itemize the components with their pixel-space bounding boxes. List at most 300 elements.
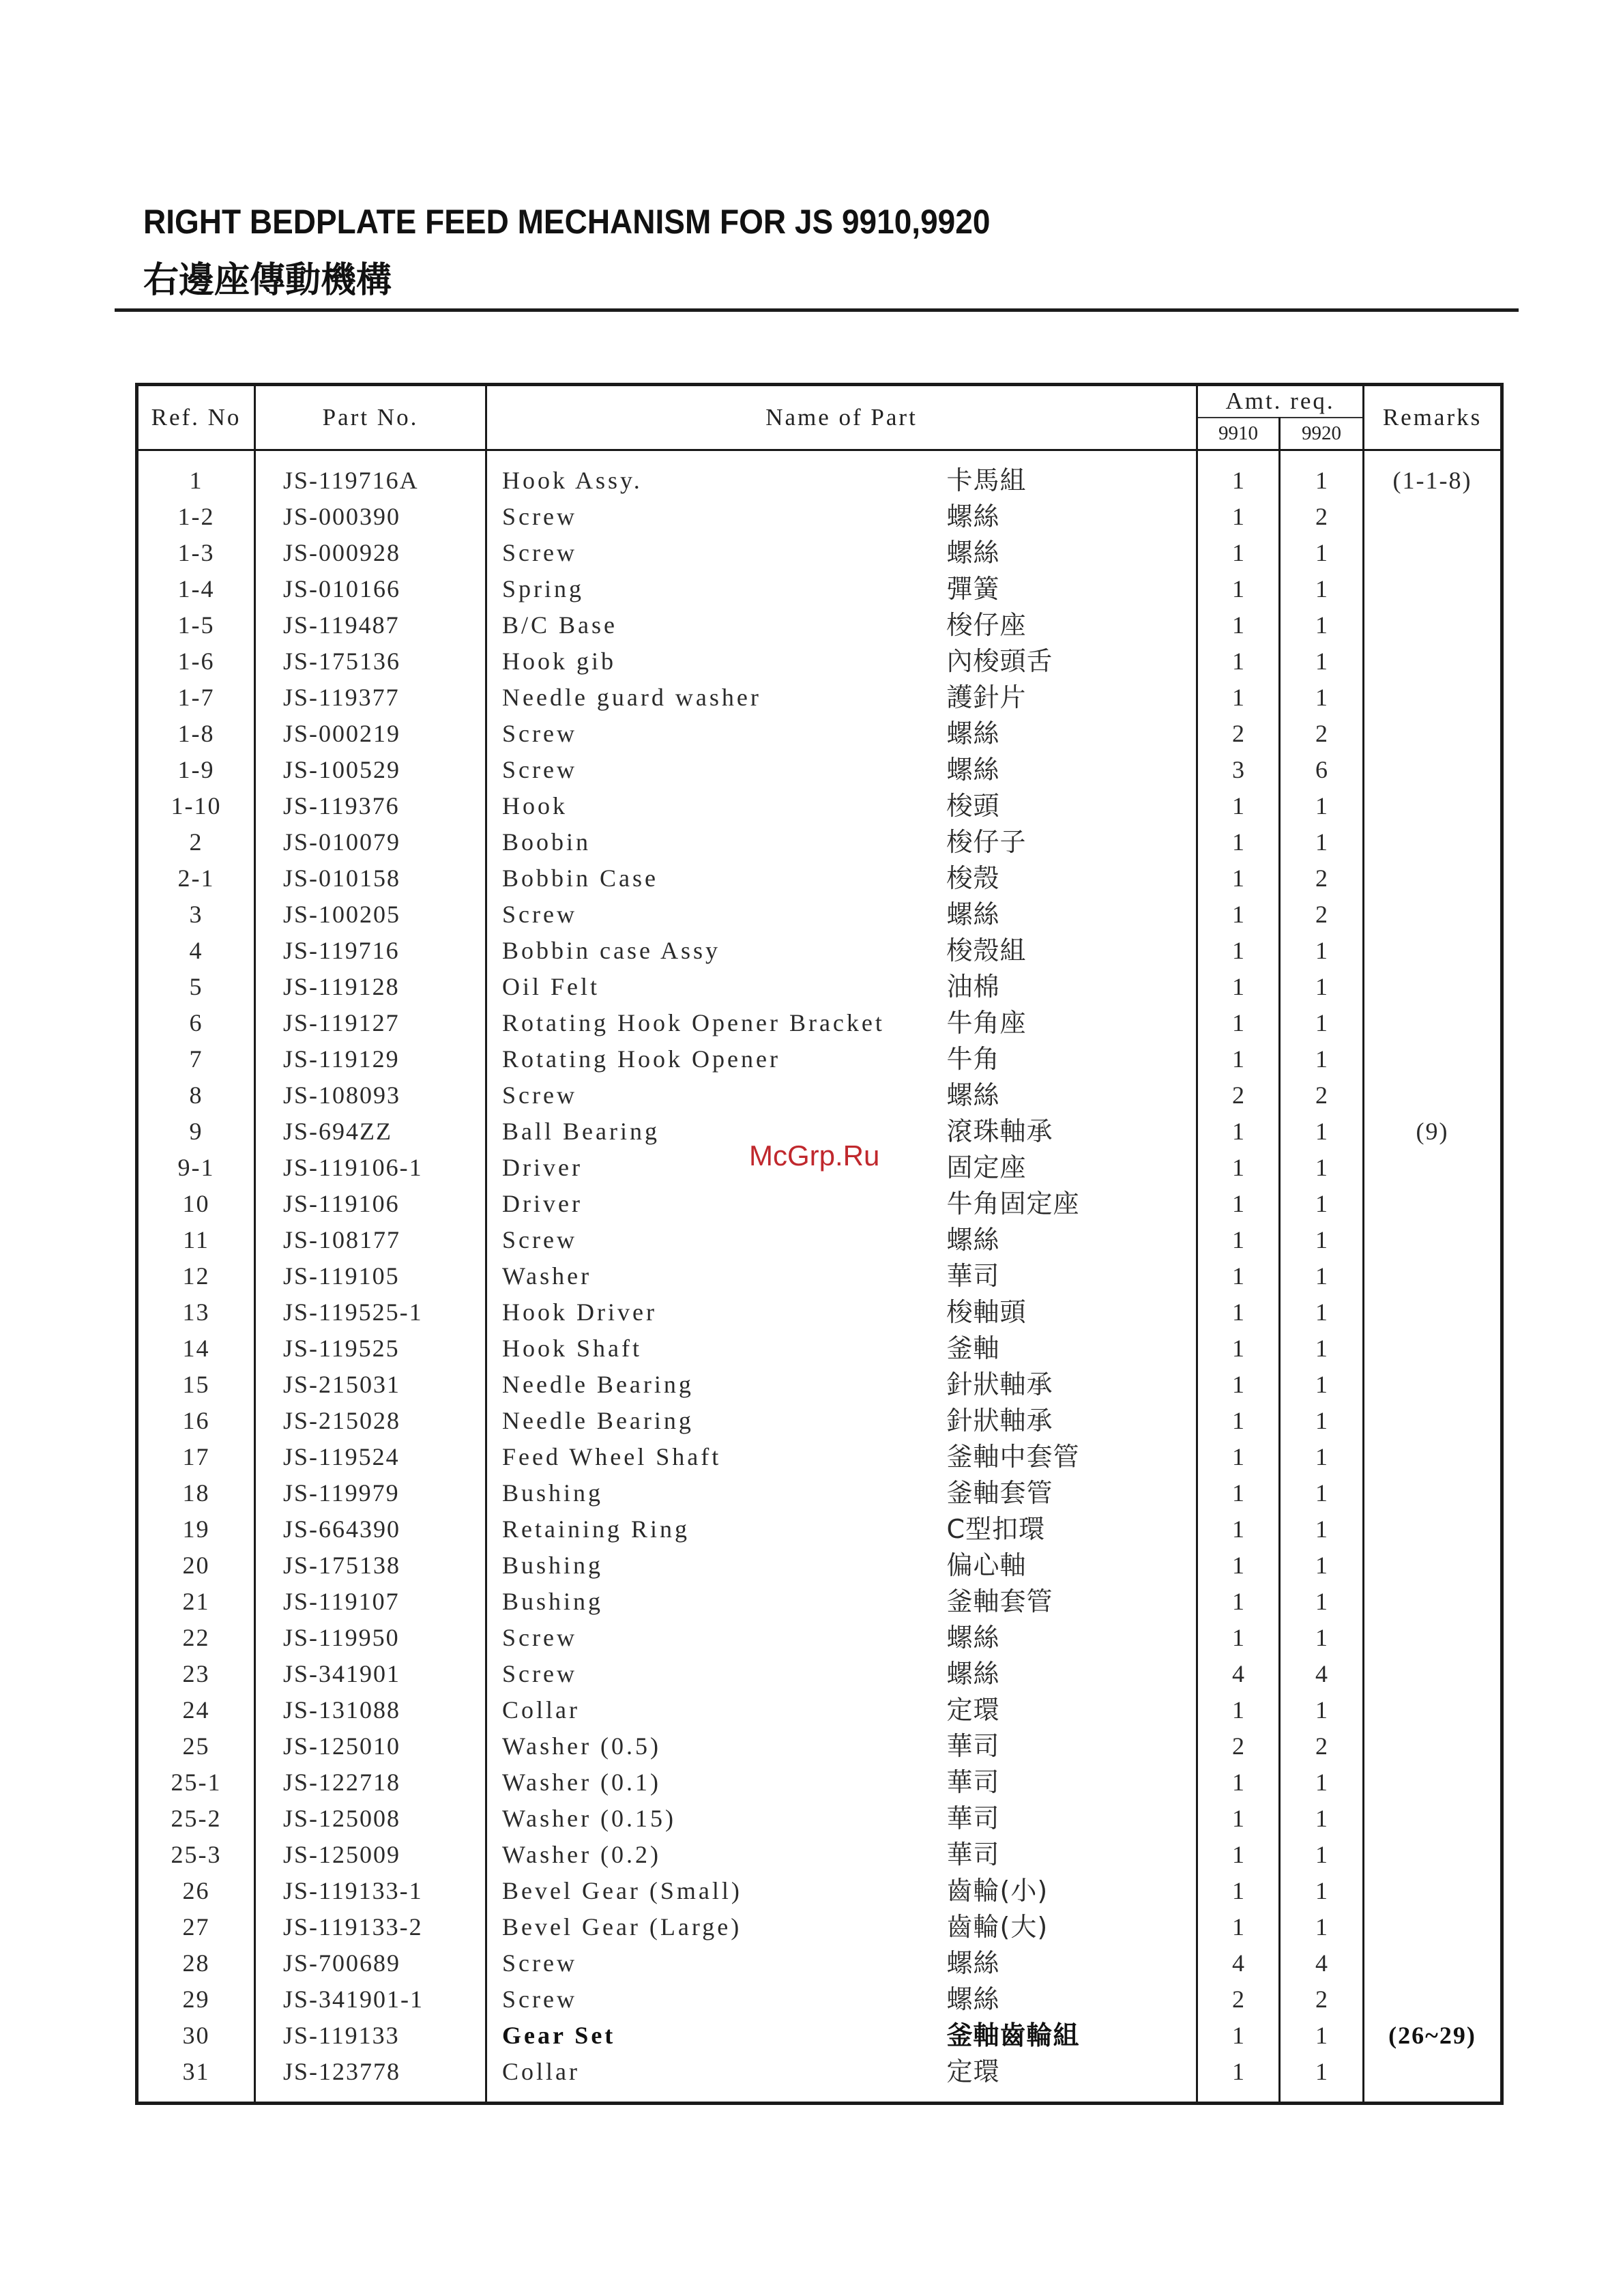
qty-9910-cell: 1: [1197, 1837, 1280, 1873]
ref-no-cell: 2-1: [137, 860, 255, 897]
qty-9910-cell: 1: [1197, 788, 1280, 824]
qty-9910-cell: 1: [1197, 1584, 1280, 1620]
part-name-cell: Bevel Gear (Small): [486, 1873, 947, 1909]
part-no-cell: JS-000219: [255, 716, 486, 752]
qty-9920-cell: 1: [1280, 1439, 1364, 1475]
part-no-cell: JS-119128: [255, 969, 486, 1005]
part-no-cell: JS-119525: [255, 1331, 486, 1367]
part-name-cell: Screw: [486, 1077, 947, 1114]
qty-9920-cell: 2: [1280, 897, 1364, 933]
part-name-chinese-cell: 定環: [947, 2054, 1197, 2090]
part-name-cell: Hook: [486, 788, 947, 824]
qty-9920-cell: 1: [1280, 1114, 1364, 1150]
ref-no-cell: 11: [137, 1222, 255, 1258]
qty-9920-cell: 1: [1280, 680, 1364, 716]
qty-9920-cell: 4: [1280, 1945, 1364, 1981]
qty-9920-cell: 1: [1280, 607, 1364, 643]
header-part-no: Part No.: [255, 385, 486, 450]
table-row: [137, 969, 1502, 1005]
qty-9920-cell: 2: [1280, 1077, 1364, 1114]
part-name-chinese-cell: 梭頭: [947, 788, 1197, 824]
qty-9910-cell: 1: [1197, 1620, 1280, 1656]
qty-9920-cell: 1: [1280, 1547, 1364, 1584]
remarks-cell: (1-1-8): [1364, 463, 1502, 499]
table-row: [137, 1801, 1502, 1837]
page-subtitle-chinese: 右邊座傳動機構: [143, 260, 392, 301]
qty-9920-cell: 1: [1280, 1367, 1364, 1403]
part-name-cell: Screw: [486, 535, 947, 571]
part-name-cell: Rotating Hook Opener Bracket: [486, 1005, 947, 1041]
part-no-cell: JS-119487: [255, 607, 486, 643]
part-name-chinese-cell: 華司: [947, 1728, 1197, 1764]
part-no-cell: JS-108177: [255, 1222, 486, 1258]
part-no-cell: JS-694ZZ: [255, 1114, 486, 1150]
remarks-cell: [1364, 1150, 1502, 1186]
part-name-cell: Spring: [486, 571, 947, 607]
ref-no-cell: 29: [137, 1981, 255, 2018]
part-name-chinese-cell: 釜軸: [947, 1331, 1197, 1367]
qty-9920-cell: 1: [1280, 1873, 1364, 1909]
qty-9910-cell: 1: [1197, 1150, 1280, 1186]
part-name-chinese-cell: 釜軸中套管: [947, 1439, 1197, 1475]
table-row: [137, 1764, 1502, 1801]
ref-no-cell: 1-6: [137, 643, 255, 680]
qty-9910-cell: 1: [1197, 1403, 1280, 1439]
ref-no-cell: 3: [137, 897, 255, 933]
qty-9910-cell: 1: [1197, 1258, 1280, 1294]
page-title: RIGHT BEDPLATE FEED MECHANISM FOR JS 9910,9920: [143, 203, 991, 241]
ref-no-cell: 2: [137, 824, 255, 860]
remarks-cell: [1364, 824, 1502, 860]
part-name-cell: Screw: [486, 1656, 947, 1692]
qty-9920-cell: 1: [1280, 1909, 1364, 1945]
qty-9910-cell: 1: [1197, 933, 1280, 969]
qty-9910-cell: 1: [1197, 1186, 1280, 1222]
remarks-cell: [1364, 1656, 1502, 1692]
qty-9910-cell: 1: [1197, 1692, 1280, 1728]
part-no-cell: JS-700689: [255, 1945, 486, 1981]
part-name-chinese-cell: 螺絲: [947, 716, 1197, 752]
remarks-cell: [1364, 1981, 1502, 2018]
part-name-chinese-cell: 螺絲: [947, 1620, 1197, 1656]
part-name-chinese-cell: 卡馬組: [947, 463, 1197, 499]
part-name-chinese-cell: 針狀軸承: [947, 1403, 1197, 1439]
qty-9920-cell: 1: [1280, 1331, 1364, 1367]
part-name-chinese-cell: 定環: [947, 1692, 1197, 1728]
part-no-cell: JS-215028: [255, 1403, 486, 1439]
ref-no-cell: 18: [137, 1475, 255, 1511]
table-row: [137, 1511, 1502, 1547]
qty-9910-cell: 2: [1197, 1077, 1280, 1114]
ref-no-cell: 20: [137, 1547, 255, 1584]
remarks-cell: [1364, 1367, 1502, 1403]
part-name-cell: Screw: [486, 716, 947, 752]
ref-no-cell: 1-8: [137, 716, 255, 752]
table-row: [137, 680, 1502, 716]
qty-9920-cell: 1: [1280, 535, 1364, 571]
qty-9920-cell: 1: [1280, 643, 1364, 680]
header-amount-required: Amt. req.: [1197, 385, 1364, 418]
part-name-cell: Screw: [486, 752, 947, 788]
qty-9910-cell: 1: [1197, 1005, 1280, 1041]
remarks-cell: [1364, 897, 1502, 933]
ref-no-cell: 13: [137, 1294, 255, 1331]
part-no-cell: JS-119377: [255, 680, 486, 716]
remarks-cell: [1364, 716, 1502, 752]
remarks-cell: [1364, 1439, 1502, 1475]
qty-9910-cell: 1: [1197, 1222, 1280, 1258]
part-no-cell: JS-010158: [255, 860, 486, 897]
table-row: [137, 1547, 1502, 1584]
part-no-cell: JS-100529: [255, 752, 486, 788]
remarks-cell: [1364, 860, 1502, 897]
remarks-cell: [1364, 1041, 1502, 1077]
ref-no-cell: 1-3: [137, 535, 255, 571]
ref-no-cell: 16: [137, 1403, 255, 1439]
table-row: [137, 1294, 1502, 1331]
part-name-chinese-cell: 螺絲: [947, 897, 1197, 933]
part-name-cell: Feed Wheel Shaft: [486, 1439, 947, 1475]
ref-no-cell: 24: [137, 1692, 255, 1728]
part-name-chinese-cell: 螺絲: [947, 1222, 1197, 1258]
header-name-of-part: Name of Part: [486, 385, 1197, 450]
part-no-cell: JS-119376: [255, 788, 486, 824]
qty-9910-cell: 1: [1197, 1801, 1280, 1837]
remarks-cell: [1364, 680, 1502, 716]
table-spacer-row: [137, 450, 1502, 463]
part-name-chinese-cell: 梭仔座: [947, 607, 1197, 643]
table-row: [137, 1331, 1502, 1367]
remarks-cell: [1364, 1692, 1502, 1728]
qty-9920-cell: 4: [1280, 1656, 1364, 1692]
table-row: [137, 1258, 1502, 1294]
qty-9910-cell: 2: [1197, 716, 1280, 752]
table-row: [137, 463, 1502, 499]
remarks-cell: [1364, 1005, 1502, 1041]
qty-9920-cell: 1: [1280, 1620, 1364, 1656]
part-no-cell: JS-000928: [255, 535, 486, 571]
table-row: [137, 1909, 1502, 1945]
part-name-chinese-cell: 梭殼: [947, 860, 1197, 897]
part-name-chinese-cell: 釜軸套管: [947, 1475, 1197, 1511]
part-name-chinese-cell: 螺絲: [947, 752, 1197, 788]
part-name-cell: Bushing: [486, 1475, 947, 1511]
part-name-cell: Bobbin Case: [486, 860, 947, 897]
part-no-cell: JS-119524: [255, 1439, 486, 1475]
header-model-9910: 9910: [1197, 418, 1280, 450]
remarks-cell: [1364, 607, 1502, 643]
qty-9910-cell: 2: [1197, 1728, 1280, 1764]
remarks-cell: (26~29): [1364, 2018, 1502, 2054]
qty-9910-cell: 1: [1197, 1367, 1280, 1403]
table-row: [137, 1005, 1502, 1041]
part-name-chinese-cell: 釜軸齒輪組: [947, 2018, 1197, 2054]
part-name-chinese-cell: 華司: [947, 1764, 1197, 1801]
ref-no-cell: 1-7: [137, 680, 255, 716]
part-name-cell: Screw: [486, 1981, 947, 2018]
part-name-cell: Screw: [486, 897, 947, 933]
part-no-cell: JS-175138: [255, 1547, 486, 1584]
ref-no-cell: 10: [137, 1186, 255, 1222]
qty-9920-cell: 1: [1280, 1258, 1364, 1294]
ref-no-cell: 27: [137, 1909, 255, 1945]
part-name-chinese-cell: 螺絲: [947, 499, 1197, 535]
qty-9910-cell: 1: [1197, 643, 1280, 680]
remarks-cell: [1364, 2054, 1502, 2090]
table-row: [137, 716, 1502, 752]
ref-no-cell: 14: [137, 1331, 255, 1367]
qty-9920-cell: 1: [1280, 1403, 1364, 1439]
qty-9920-cell: 1: [1280, 1475, 1364, 1511]
ref-no-cell: 15: [137, 1367, 255, 1403]
part-name-chinese-cell: 牛角固定座: [947, 1186, 1197, 1222]
remarks-cell: [1364, 1222, 1502, 1258]
qty-9910-cell: 1: [1197, 680, 1280, 716]
part-name-cell: B/C Base: [486, 607, 947, 643]
qty-9920-cell: 2: [1280, 716, 1364, 752]
part-name-cell: Ball Bearing: [486, 1114, 947, 1150]
part-no-cell: JS-119106-1: [255, 1150, 486, 1186]
table-row: [137, 1620, 1502, 1656]
part-name-chinese-cell: 螺絲: [947, 535, 1197, 571]
part-name-cell: Gear Set: [486, 2018, 947, 2054]
part-no-cell: JS-125010: [255, 1728, 486, 1764]
table-row: [137, 1656, 1502, 1692]
table-spacer-row: [137, 2090, 1502, 2104]
part-name-cell: Retaining Ring: [486, 1511, 947, 1547]
table-row: [137, 752, 1502, 788]
part-name-chinese-cell: 梭殼組: [947, 933, 1197, 969]
part-no-cell: JS-119525-1: [255, 1294, 486, 1331]
part-no-cell: JS-175136: [255, 643, 486, 680]
part-name-cell: Driver: [486, 1186, 947, 1222]
qty-9910-cell: 1: [1197, 1547, 1280, 1584]
table-body: [137, 450, 1502, 2104]
table-row: [137, 1692, 1502, 1728]
part-name-cell: Needle guard washer: [486, 680, 947, 716]
remarks-cell: [1364, 1945, 1502, 1981]
part-no-cell: JS-125008: [255, 1801, 486, 1837]
part-no-cell: JS-664390: [255, 1511, 486, 1547]
part-name-chinese-cell: 牛角座: [947, 1005, 1197, 1041]
qty-9920-cell: 1: [1280, 1511, 1364, 1547]
part-no-cell: JS-123778: [255, 2054, 486, 2090]
qty-9920-cell: 2: [1280, 860, 1364, 897]
part-name-chinese-cell: 螺絲: [947, 1981, 1197, 2018]
part-name-cell: Hook Assy.: [486, 463, 947, 499]
part-no-cell: JS-119133-2: [255, 1909, 486, 1945]
part-no-cell: JS-119133-1: [255, 1873, 486, 1909]
part-no-cell: JS-341901: [255, 1656, 486, 1692]
qty-9910-cell: 1: [1197, 1439, 1280, 1475]
title-divider: [115, 308, 1519, 312]
part-name-cell: Collar: [486, 2054, 947, 2090]
part-name-cell: Bobbin case Assy: [486, 933, 947, 969]
part-name-chinese-cell: 固定座: [947, 1150, 1197, 1186]
remarks-cell: [1364, 571, 1502, 607]
qty-9910-cell: 1: [1197, 607, 1280, 643]
qty-9910-cell: 1: [1197, 1331, 1280, 1367]
part-no-cell: JS-119133: [255, 2018, 486, 2054]
table-row: [137, 1186, 1502, 1222]
qty-9920-cell: 1: [1280, 1692, 1364, 1728]
part-name-cell: Washer (0.1): [486, 1764, 947, 1801]
table-row: [137, 1403, 1502, 1439]
table-row: [137, 607, 1502, 643]
table-row: [137, 535, 1502, 571]
ref-no-cell: 17: [137, 1439, 255, 1475]
ref-no-cell: 25-3: [137, 1837, 255, 1873]
remarks-cell: [1364, 643, 1502, 680]
ref-no-cell: 1-4: [137, 571, 255, 607]
ref-no-cell: 25-1: [137, 1764, 255, 1801]
qty-9910-cell: 1: [1197, 463, 1280, 499]
qty-9920-cell: 1: [1280, 1294, 1364, 1331]
qty-9920-cell: 2: [1280, 1728, 1364, 1764]
qty-9910-cell: 1: [1197, 1909, 1280, 1945]
qty-9920-cell: 1: [1280, 2018, 1364, 2054]
table-row: [137, 1837, 1502, 1873]
table-row: [137, 1041, 1502, 1077]
qty-9920-cell: 1: [1280, 824, 1364, 860]
table-row: [137, 1584, 1502, 1620]
qty-9920-cell: 1: [1280, 969, 1364, 1005]
part-no-cell: JS-131088: [255, 1692, 486, 1728]
qty-9920-cell: 1: [1280, 1222, 1364, 1258]
qty-9920-cell: 1: [1280, 2054, 1364, 2090]
part-name-cell: Driver: [486, 1150, 947, 1186]
part-name-chinese-cell: C型扣環: [947, 1511, 1197, 1547]
part-no-cell: JS-010166: [255, 571, 486, 607]
part-name-cell: Bushing: [486, 1547, 947, 1584]
table-header: [137, 385, 1502, 450]
table-row: [137, 1945, 1502, 1981]
qty-9920-cell: 1: [1280, 571, 1364, 607]
part-no-cell: JS-000390: [255, 499, 486, 535]
remarks-cell: [1364, 1511, 1502, 1547]
part-name-cell: Hook Shaft: [486, 1331, 947, 1367]
part-name-chinese-cell: 螺絲: [947, 1945, 1197, 1981]
qty-9910-cell: 1: [1197, 1873, 1280, 1909]
part-name-cell: Oil Felt: [486, 969, 947, 1005]
qty-9920-cell: 1: [1280, 1005, 1364, 1041]
part-name-chinese-cell: 護針片: [947, 680, 1197, 716]
ref-no-cell: 7: [137, 1041, 255, 1077]
qty-9920-cell: 1: [1280, 1801, 1364, 1837]
qty-9910-cell: 4: [1197, 1945, 1280, 1981]
ref-no-cell: 4: [137, 933, 255, 969]
header-ref-no: Ref. No: [137, 385, 255, 450]
qty-9920-cell: 1: [1280, 1186, 1364, 1222]
table-row: [137, 1367, 1502, 1403]
part-no-cell: JS-119105: [255, 1258, 486, 1294]
remarks-cell: [1364, 969, 1502, 1005]
remarks-cell: [1364, 1620, 1502, 1656]
remarks-cell: [1364, 1077, 1502, 1114]
qty-9920-cell: 1: [1280, 463, 1364, 499]
parts-table: [135, 383, 1504, 2105]
ref-no-cell: 1-10: [137, 788, 255, 824]
part-name-chinese-cell: 內梭頭舌: [947, 643, 1197, 680]
remarks-cell: [1364, 788, 1502, 824]
part-name-chinese-cell: 偏心軸: [947, 1547, 1197, 1584]
part-no-cell: JS-215031: [255, 1367, 486, 1403]
table-row: [137, 1981, 1502, 2018]
ref-no-cell: 21: [137, 1584, 255, 1620]
qty-9920-cell: 2: [1280, 1981, 1364, 2018]
qty-9910-cell: 1: [1197, 897, 1280, 933]
qty-9910-cell: 2: [1197, 1981, 1280, 2018]
part-no-cell: JS-119106: [255, 1186, 486, 1222]
remarks-cell: [1364, 1258, 1502, 1294]
remarks-cell: (9): [1364, 1114, 1502, 1150]
part-no-cell: JS-119107: [255, 1584, 486, 1620]
ref-no-cell: 9: [137, 1114, 255, 1150]
remarks-cell: [1364, 752, 1502, 788]
part-name-chinese-cell: 釜軸套管: [947, 1584, 1197, 1620]
part-name-cell: Bevel Gear (Large): [486, 1909, 947, 1945]
part-no-cell: JS-108093: [255, 1077, 486, 1114]
table-row: [137, 1475, 1502, 1511]
part-name-chinese-cell: 華司: [947, 1258, 1197, 1294]
remarks-cell: [1364, 1331, 1502, 1367]
table-row: [137, 2018, 1502, 2054]
part-no-cell: JS-119129: [255, 1041, 486, 1077]
part-name-chinese-cell: 牛角: [947, 1041, 1197, 1077]
part-name-cell: Washer (0.15): [486, 1801, 947, 1837]
table-row: [137, 2054, 1502, 2090]
part-no-cell: JS-119716A: [255, 463, 486, 499]
qty-9910-cell: 1: [1197, 499, 1280, 535]
part-no-cell: JS-119127: [255, 1005, 486, 1041]
qty-9920-cell: 1: [1280, 1764, 1364, 1801]
remarks-cell: [1364, 1186, 1502, 1222]
qty-9920-cell: 1: [1280, 1837, 1364, 1873]
part-name-chinese-cell: 螺絲: [947, 1077, 1197, 1114]
remarks-cell: [1364, 1294, 1502, 1331]
ref-no-cell: 9-1: [137, 1150, 255, 1186]
table-row: [137, 933, 1502, 969]
qty-9920-cell: 1: [1280, 788, 1364, 824]
remarks-cell: [1364, 1873, 1502, 1909]
part-no-cell: JS-119979: [255, 1475, 486, 1511]
part-name-cell: Hook gib: [486, 643, 947, 680]
part-name-cell: Screw: [486, 1620, 947, 1656]
part-name-cell: Screw: [486, 499, 947, 535]
remarks-cell: [1364, 1584, 1502, 1620]
part-no-cell: JS-119950: [255, 1620, 486, 1656]
table-row: [137, 571, 1502, 607]
remarks-cell: [1364, 499, 1502, 535]
part-name-chinese-cell: 梭軸頭: [947, 1294, 1197, 1331]
ref-no-cell: 25: [137, 1728, 255, 1764]
qty-9910-cell: 1: [1197, 969, 1280, 1005]
remarks-cell: [1364, 1764, 1502, 1801]
part-name-chinese-cell: 華司: [947, 1837, 1197, 1873]
ref-no-cell: 19: [137, 1511, 255, 1547]
ref-no-cell: 1-9: [137, 752, 255, 788]
ref-no-cell: 1-2: [137, 499, 255, 535]
ref-no-cell: 1-5: [137, 607, 255, 643]
qty-9910-cell: 1: [1197, 1294, 1280, 1331]
remarks-cell: [1364, 1547, 1502, 1584]
qty-9910-cell: 1: [1197, 1475, 1280, 1511]
ref-no-cell: 1: [137, 463, 255, 499]
qty-9910-cell: 1: [1197, 2054, 1280, 2090]
part-no-cell: JS-100205: [255, 897, 486, 933]
part-name-cell: Hook Driver: [486, 1294, 947, 1331]
table-row: [137, 1077, 1502, 1114]
